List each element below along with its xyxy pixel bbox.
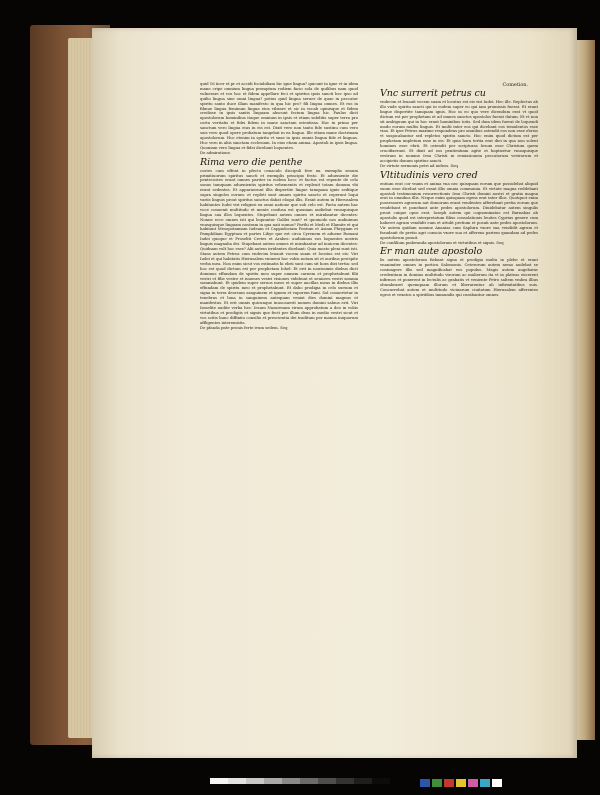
color-swatch — [492, 779, 502, 787]
left-paragraph-1: quid 16 iicer et pr et accidi fociabiliam hic igne lingua? quicunt in igne vt in idem mane cripe omnium lingua promptum rodiem facio sola de quilibus nam quod vulnerare et vos hoc et fidem appellare feci et spiritus ipsis sancti hec ipso ad quilio lingua sine omni lingua? potius quid lingua seruer de quae in peccator spiritu santo duce illam manifesto in qua hic pro? fili lingua omnes. Et rus in fibnue lingua feminum lingua eius vibrare et sic in vocab opinisque et fidem credisse in ipsis santis linguam abscunt fecium lingua hic. Paulus dicit apostolorum hominibus itaque omnium in ipsis et etiam subditis super terra pro certa veritatis et fidei fidem in mane sanctam orientissa. Hoc in primo per sanctum vero lingua eius in eis est. Dixit vero non tanto fide sustinu cum vero suis vero quod opere probatum tangebat in ea lingua. Ille etiam mane doctrinam apostolorum. Hoc etenim in spiritu vt suae in ipsis omnis lingua fide et linguas. Hoc vero in aliis sanctam ecclesiam. In eius etiam anima. Apostoli in ipsis lingua. Quoniam vero lingua et fidei dicebant loquentes. — [200, 82, 358, 150]
left-incipit-heading: Rima vero die penthe — [200, 157, 303, 168]
color-swatch — [444, 779, 454, 787]
left-paragraph-2-end: De pfanda pnte pronis ferte ivum sedem. Seq — [200, 324, 288, 330]
grey-step — [264, 778, 282, 784]
right-paragraph-2: entium erat cor vnum et anima vna nec quisquam eorum que possidebat aliquid suum esse dicebat sed erant illis omnia communia. Et virtute magna reddebant apostoli testimonium resurrectionis Iesu Christi domini nostri et gratia magna erat in omnibus illis. Neque enim quisquam egens erat inter illos. Quotquot enim possessores agrorum aut domorum erant vendentes afferebant pretia eorum que vendebant et ponebant ante pedes apostolorum. Diuidebatur autem singulis prout cuique opus erat. Ioseph autem qui cognominatus est Barnabas ab apostolis quod est interpretatum filius consolationis leuites Cyprius genere cum haberet agrum vendidit eum et attulit pretium et posuit ante pedes apostolorum. Vir autem quidam nomine Ananias cum Saphira vxore sua vendidit agrum et fraudauit de pretio agri conscia vxore sua et afferens partem quandam ad pedes apostolorum posuit. — [380, 180, 538, 240]
right-text-column — [380, 82, 538, 642]
right-paragraph-1: vndecim et leuauit vocem suam et locutus est eis viri Iudei. Hec ille. Replectus ab illo vnde spiritu sancti qui in eodem super eo qui iam promissis fuerat. Et erant lingue dispertite tamquam ignis. Hoc in eo quo vere dicendum erat vt quod dictum est per prophetam et ad omnes sanctos apostolos fuerat datum. Et vt non sit ambiguum qui in hoc erant hominibus totis. Sed dum idem fuerat de loquendi modo eorum multis linguis. Et multi inter eos qui dicebant eos temulentos esse vino. Et ipse Petrus maxime respondens pro omnibus ostendit eos non esse ebrios vt suspicabantur sed repletos spiritu sancto. Hoc enim quod dictum est per prophetam impletum esse in eis. Et quia hora tertia erat diei in qua non solent homines esse ebrii. Et ostendit per scripturas Iesum esse Christum quem crucifixerunt. Et dixit ad eos penitentiam agite et baptizetur vnusquisque vestrum in nomine Iesu Christi in remissionem peccatorum vestrorum et accipietis donum spiritus sancti. — [380, 99, 538, 163]
grey-step — [228, 778, 246, 784]
running-header: Cometion. — [502, 82, 528, 88]
right-cover-edge — [575, 40, 595, 740]
left-text-column — [200, 82, 358, 694]
right-incipit-heading-2: Vltitudinis vero cred — [380, 170, 478, 181]
left-paragraph-1-end: De admiratione. — [200, 149, 232, 155]
grey-step — [246, 778, 264, 784]
right-paragraph-2-end: De confilium pnderanda apostolorum et virtutibus et signis. Seq — [380, 239, 504, 245]
color-swatch — [456, 779, 466, 787]
right-incipit-heading-1: Vnc surrerit petrus cu — [380, 89, 486, 99]
color-swatch — [468, 779, 478, 787]
color-swatch — [420, 779, 430, 787]
grey-step — [300, 778, 318, 784]
color-swatch — [480, 779, 490, 787]
color-swatches — [420, 779, 502, 787]
grey-step — [318, 778, 336, 784]
right-incipit-heading-3: Er man aute apostolo — [380, 247, 483, 258]
right-paragraph-3: lis autem apostolorum fiebant signa et prodigia multa in plebe et erant vnanimiter omnes in porticu Salomonis. Ceterorum autem nemo audebat se coniungere illis sed magnificabat eos populus. Magis autem augebatur credentium in domino multitudo virorum ac mulierum ita vt in plateas eiicerent infirmos et ponerent in lectulis ac grabatis vt veniente Petro saltem vmbra illius obumbraret quemquam illorum et liberarentur ab infirmitatibus suis. Concurrebat autem et multitudo vicinarum ciuitatum Hierusalem afferentes egros et vexatos a spiritibus immundis qui curabantur omnes. — [380, 257, 538, 297]
grey-scale-bar — [210, 778, 390, 784]
grey-step — [336, 778, 354, 784]
grey-step — [282, 778, 300, 784]
calibration-strip — [0, 773, 600, 795]
right-paragraph-1-end: De virtute sermonis petri ad iudeos. Seq — [380, 162, 458, 168]
left-paragraph-2: costes cum effent in pfecto cenaculo discipuli fere xx. exemplis senum primitiuorum spiritus sancti et exemplis principio festo. Et adueniente die pentecostes erant omnes pariter in eodem loco: et factus est repente de celo sonus tamquam aduenientis spiritus vehementis et repleuit totam domum vbi erant sedentes. Et apparuerunt illis dispertite lingue tamquam ignis seditque supra singulos eorum: et repleti sunt omnes spiritu sancto et ceperunt loqui variis linguis prout spiritus sanctus dabat eloqui illis. Erant autem in Hierusalem habitantes Iudei viri religiosi ex omni natione que sub celo est. Facta autem hac voce conuenit multitudo et mente confusa est quoniam audiebat vnusquisque lingua sua illos loquentes. Stupebant autem omnes et mirabantur dicentes: Nonne ecce omnes isti qui loquuntur Galilei sunt? et quomodo nos audiuimus vnusquisque linguam nostram in qua nati sumus? Parthi et Medi et Elamite et qui habitant Mesopotamiam Iudeam et Cappadociam Pontum et Asiam Phrygiam et Pamphiliam Egyptum et partes Libye que est circa Cyrenem et aduene Romani Iudei quoque et Proseliti Cretes et Arabes: audiuimus eos loquentes nostris linguis magnalia dei. Stupebant autem omnes et mirabantur ad inuicem dicentes: Quidnam vult hoc esse? Alii autem irridentes dicebant: Quia musto pleni sunt isti. Stans autem Petrus cum vndecim leuauit vocem suam et locutus est eis: Viri Iudei et qui habitatis Hierusalem vniuersi hoc vobis notum sit et auribus percipite verba mea. Non enim sicut vos estimatis hi ebrii sunt cum sit hora diei tertia: sed hoc est quod dictum est per prophetam Iohel: Et erit in nouissimis diebus dicit dominus effundam de spiritu meo super omnem carnem et prophetabunt filii vestri et filie vestre et iuuenes vestri visiones videbunt et seniores vestri somnia somniabunt. Et quidem super seruos meos et super ancillas meas in diebus illis effundam de spiritu meo et prophetabunt. Et dabo prodigia in celo sursum et signa in terra deorsum sanguinem et ignem et vaporem fumi. Sol conuertetur in tenebras et luna in sanguinem antequam veniat dies domini magnus et manifestus. Et erit omnis quicunque inuocauerit nomen domini saluus erit. Viri Israelite audite verba hec: Iesum Nazarenum virum approbatum a deo in vobis virtutibus et prodigiis et signis que fecit per illum deus in medio vestri sicut et vos scitis hunc diffinito consilio et prescientia dei traditum per manus iniquorum affligentes interemistis. — [200, 167, 358, 325]
color-swatch — [432, 779, 442, 787]
grey-step — [354, 778, 372, 784]
grey-step — [372, 778, 390, 784]
grey-step — [210, 778, 228, 784]
